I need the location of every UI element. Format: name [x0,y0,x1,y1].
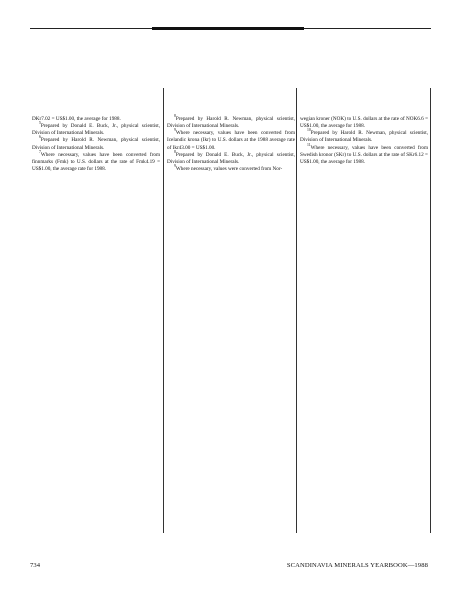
footnote-paragraph [32,149,160,173]
footnote-text: Where necessary, values have been converted from Swedish kronor (SKr) to U.S. dollars at the rate of SKr6.12 = US$1.00, the average for 1988. [300,144,428,165]
footnote-paragraph [300,130,428,144]
footnote-marker: 7 [39,149,41,154]
footnote-text: Where necessary, values have been converted from finnmarks (Fmk) to U.S. dollars at the rate of Fmk4.19 = US$1.00, the average rate for 1988. [32,151,160,173]
footnote-text: Where necessary, values have been converted from Icelandic krona (Ikr) to U.S. dollars at the 1988 average rate of Ikr43.00 = US$1.00. [167,130,295,151]
footnote-text: Prepared by Donald E. Buck, Jr., physical scientist, Division of International Minerals. [167,151,295,165]
footnote-paragraph [167,166,295,173]
footnote-marker: 5 [39,121,41,126]
footnote-marker: 8 [174,114,176,118]
footnote-text: Where necessary, values were converted from Nor- [175,166,283,173]
column-divider [430,88,431,533]
footnote-paragraph [32,121,160,140]
footnote-paragraph [167,149,295,169]
footnote-marker: 10 [307,128,311,133]
header-rule-accent [152,27,304,30]
footnote-paragraph [167,114,295,133]
footnote-column-3 [300,116,428,166]
footnote-marker: 9 [174,164,176,169]
footnote-paragraph [300,116,428,133]
footnote-marker: 6 [39,135,41,140]
page-number: 734 [30,562,41,569]
page-footer [30,562,428,569]
footnote-marker: 9 [174,128,176,133]
footnote-marker: 8 [174,149,176,154]
footnote-paragraph [300,142,428,166]
column-divider [163,88,164,533]
footnote-text: Prepared by Harold R. Newman, physical scientist, Division of International Minerals. [300,130,428,144]
footnote-text: Prepared by Harold R. Newman, physical scientist, Division of International Minerals. [167,116,295,130]
footnote-column-1 [32,116,160,173]
column-divider [296,88,297,533]
footnote-column-2 [167,116,295,173]
footnote-text: DKr7.02 = US$1.00, the average for 1988. [32,116,121,122]
footnote-paragraph [32,137,160,151]
footnote-paragraph [167,130,295,151]
running-title: SCANDINAVIA MINERALS YEARBOOK—1988 [286,562,428,569]
footnote-marker: 11 [307,142,311,147]
footnote-text: Prepared by Harold R. Newman, physical scientist, Division of International Minerals. [32,137,160,151]
footnote-text: wegian kroner (NOK) to U.S. dollars at the rate of NOK6.6 = US$1.00, the average for 1988. [300,116,428,130]
footnote-text: Prepared by Donald E. Buck, Jr., physical scientist, Division of International Minerals. [32,123,160,137]
